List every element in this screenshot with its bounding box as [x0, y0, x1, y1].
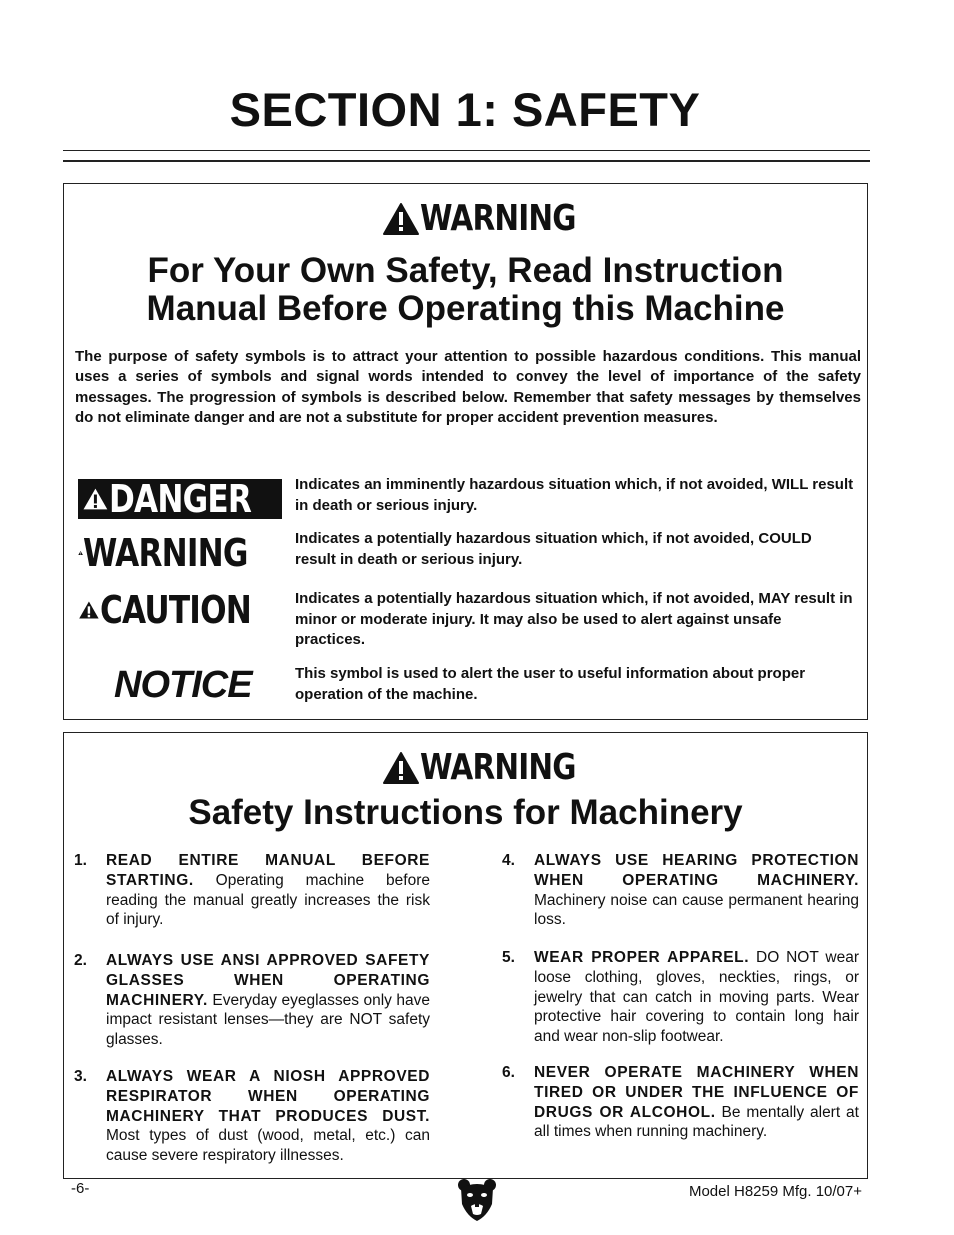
notice-signal-word: NOTICE: [114, 663, 252, 706]
item-lead: ALWAYS WEAR A NIOSH APPROVED RESPIRATOR WHEN OPERATING MACHINERY THAT PRODUCES DUST.: [106, 1068, 430, 1125]
warning-label: [78, 532, 284, 574]
danger-label: [78, 478, 284, 520]
warning-triangle-icon: [78, 594, 100, 626]
item-number: 4.: [502, 852, 515, 869]
item-number: 2.: [74, 952, 87, 969]
item-body: DO NOT wear loose clothing, gloves, neckties, rings, or jewelry that can catch in moving parts. Wear protective hair covering to contain long hair and wear non-slip footwear.: [534, 949, 859, 1046]
box2-warning-header: [64, 747, 867, 788]
item-body: Machinery noise can cause permanent hearing loss.: [534, 891, 859, 929]
caution-signal-word: CAUTION: [99, 588, 251, 632]
box2-heading: Safety Instructions for Machinery: [188, 793, 743, 832]
item-lead: ALWAYS USE HEARING PROTECTION WHEN OPERATING MACHINERY.: [534, 852, 859, 889]
caution-description: Indicates a potentially hazardous situation which, if not avoided, MAY result in minor or moderate injury. It may also be used to alert against unsafe practices.: [295, 590, 853, 648]
warning-description: Indicates a potentially hazardous situation which, if not avoided, COULD result in death or serious injury.: [295, 530, 812, 568]
list-item: [502, 1063, 859, 1142]
machinery-safety-box: [63, 732, 868, 1179]
item-body: Most types of dust (wood, metal, etc.) can cause severe respiratory illnesses.: [106, 1127, 430, 1165]
box2-signal-word: WARNING: [419, 747, 576, 788]
item-lead: WEAR PROPER APPAREL.: [534, 949, 750, 966]
page-title: SECTION 1: SAFETY: [229, 83, 701, 136]
notice-description: This symbol is used to alert the user to useful information about proper operation of the machine.: [295, 665, 806, 703]
caution-label: [78, 589, 284, 631]
list-item: [502, 851, 859, 930]
box1-warning-header: [64, 198, 867, 239]
box1-heading: [64, 252, 867, 328]
box1-heading-line2: Manual Before Operating this Machine: [146, 289, 785, 328]
box1-signal-word: WARNING: [419, 198, 576, 239]
item-lead: READ ENTIRE MANUAL BEFORE STARTING.: [106, 852, 430, 889]
item-lead: ALWAYS USE ANSI APPROVED SAFETY GLASSES WHEN OPERATING MACHINERY.: [106, 952, 430, 1009]
danger-signal-block: [78, 479, 282, 519]
item-lead: NEVER OPERATE MACHINERY WHEN TIRED OR UNDER THE INFLUENCE OF DRUGS OR ALCOHOL.: [534, 1064, 859, 1121]
item-number: 3.: [74, 1068, 87, 1085]
item-body: Everyday eyeglasses only have impact resistant lenses—they are NOT safety glasses.: [106, 991, 430, 1049]
safety-symbols-box: [63, 183, 868, 720]
notice-label: [78, 664, 284, 706]
item-number: 5.: [502, 949, 515, 966]
list-item: [74, 1067, 430, 1166]
box1-intro: The purpose of safety symbols is to attract your attention to possible hazardous conditions. This manual uses a series of symbols and signal words intended to convey the level of importance of the safety messages. The progression of symbols is described below. Remember that safety messages by themselves do not eliminate danger and are not a substitute for proper accident prevention measures.: [75, 348, 861, 426]
page-number: -6-: [71, 1180, 90, 1197]
danger-description: Indicates an imminently hazardous situation which, if not avoided, WILL result in death or serious injury.: [295, 476, 854, 514]
list-item: [74, 951, 430, 1050]
item-body: Operating machine before reading the manual greatly increases the risk of injury.: [106, 871, 430, 929]
list-item: [74, 851, 430, 930]
model-info: Model H8259 Mfg. 10/07+: [688, 1183, 862, 1200]
bear-logo-icon: [457, 1178, 497, 1222]
title-rule-top: [63, 150, 870, 151]
danger-signal-word: DANGER: [108, 477, 251, 521]
item-body: Be mentally alert at all times when running machinery.: [534, 1103, 859, 1141]
list-item: [502, 948, 859, 1047]
item-number: 6.: [502, 1064, 515, 1081]
warning-triangle-icon: [82, 483, 109, 515]
warning-signal-word: WARNING: [83, 531, 248, 575]
warning-triangle-icon: [382, 751, 420, 785]
warning-triangle-icon: [382, 202, 420, 236]
box1-heading-line1: For Your Own Safety, Read Instruction: [147, 251, 784, 290]
item-number: 1.: [74, 852, 87, 869]
title-rule-bottom: [63, 160, 870, 162]
